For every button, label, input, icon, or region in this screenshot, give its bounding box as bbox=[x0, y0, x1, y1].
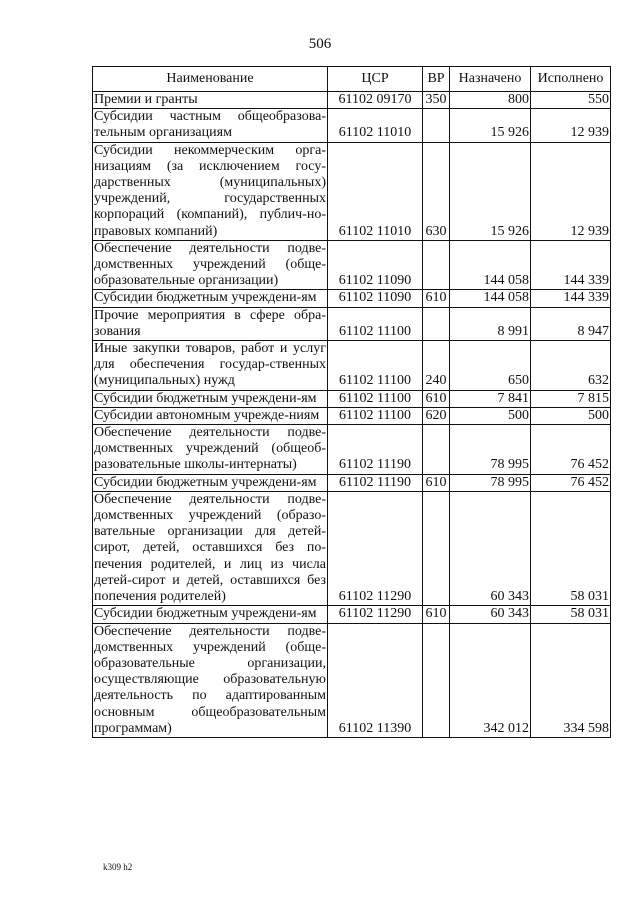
row-planned: 60 343 bbox=[450, 606, 531, 623]
row-csr: 61102 11190 bbox=[328, 425, 423, 475]
footer-code: k309 h2 bbox=[103, 862, 133, 872]
row-executed: 12 939 bbox=[531, 142, 611, 240]
row-executed: 58 031 bbox=[531, 606, 611, 623]
row-name: Субсидии частным общеобразова-тельным организациям bbox=[94, 109, 326, 141]
row-name: Прочие мероприятия в сфере обра-зования bbox=[94, 307, 326, 339]
row-csr: 61102 11100 bbox=[328, 390, 423, 407]
row-planned: 8 991 bbox=[450, 307, 531, 340]
row-vr: 240 bbox=[423, 341, 450, 391]
row-planned: 342 012 bbox=[450, 623, 531, 737]
row-planned: 7 841 bbox=[450, 390, 531, 407]
row-csr: 61102 11390 bbox=[328, 623, 423, 737]
row-vr bbox=[423, 109, 450, 142]
row-vr: 610 bbox=[423, 390, 450, 407]
row-name: Обеспечение деятельности подве-домственных учреждений (образо-вательные организации для детей-сирот, детей, оставшихся без по-печения родителей, и лиц из числа детей-сирот и детей, оставшихся без попечения родителей) bbox=[94, 491, 326, 605]
budget-table bbox=[92, 66, 611, 738]
row-name: Субсидии некоммерческим орга-низациям (за исключением госу-дарственных (муниципальных) учреждений, государственных корпораций (компаний), публич-но-правовых компаний) bbox=[94, 142, 326, 239]
row-name: Иные закупки товаров, работ и услуг для обеспечения государ-ственных (муниципальных) нужд bbox=[94, 341, 326, 389]
row-executed: 334 598 bbox=[531, 623, 611, 737]
row-planned: 60 343 bbox=[450, 491, 531, 605]
row-vr bbox=[423, 623, 450, 737]
table-row bbox=[93, 623, 611, 737]
row-vr: 610 bbox=[423, 290, 450, 307]
row-csr: 61102 11100 bbox=[328, 307, 423, 340]
header-name: Наименование bbox=[93, 67, 328, 92]
row-csr: 61102 11100 bbox=[328, 407, 423, 424]
row-vr bbox=[423, 307, 450, 340]
row-csr: 61102 11090 bbox=[328, 240, 423, 290]
row-planned: 78 995 bbox=[450, 425, 531, 475]
row-name: Обеспечение деятельности подве-домственных учреждений (обще-образовательные организации) bbox=[94, 240, 326, 289]
table-row bbox=[93, 341, 611, 391]
row-name: Обеспечение деятельности подве-домственных учреждений (общеоб-разовательные школы-интернаты) bbox=[94, 425, 326, 473]
row-planned: 15 926 bbox=[450, 109, 531, 142]
row-name: Субсидии бюджетным учреждени-ям bbox=[93, 390, 328, 407]
row-executed: 76 452 bbox=[531, 474, 611, 491]
row-executed: 58 031 bbox=[531, 491, 611, 605]
table-row bbox=[93, 390, 611, 407]
row-vr bbox=[423, 425, 450, 475]
row-vr: 610 bbox=[423, 474, 450, 491]
row-executed: 12 939 bbox=[531, 109, 611, 142]
row-csr: 61102 09170 bbox=[328, 92, 423, 109]
table-row bbox=[93, 109, 611, 142]
row-vr bbox=[423, 240, 450, 290]
row-vr: 620 bbox=[423, 407, 450, 424]
row-vr bbox=[423, 491, 450, 605]
row-csr: 61102 11290 bbox=[328, 491, 423, 605]
table-row bbox=[93, 142, 611, 240]
row-planned: 144 058 bbox=[450, 240, 531, 290]
row-planned: 800 bbox=[450, 92, 531, 109]
table-row bbox=[93, 606, 611, 623]
row-executed: 8 947 bbox=[531, 307, 611, 340]
row-name: Субсидии бюджетным учреждени-ям bbox=[93, 290, 328, 307]
page-number: 506 bbox=[308, 36, 332, 52]
row-csr: 61102 11010 bbox=[328, 142, 423, 240]
header-csr: ЦСР bbox=[328, 67, 423, 92]
header-executed: Исполнено bbox=[531, 67, 611, 92]
row-name: Субсидии бюджетным учреждени-ям bbox=[93, 474, 328, 491]
row-csr: 61102 11090 bbox=[328, 290, 423, 307]
table-row bbox=[93, 240, 611, 290]
row-executed: 144 339 bbox=[531, 290, 611, 307]
table-row bbox=[93, 407, 611, 424]
row-csr: 61102 11290 bbox=[328, 606, 423, 623]
table-row bbox=[93, 425, 611, 475]
table-row bbox=[93, 307, 611, 340]
row-vr: 610 bbox=[423, 606, 450, 623]
row-executed: 550 bbox=[531, 92, 611, 109]
table-row bbox=[93, 491, 611, 605]
row-csr: 61102 11190 bbox=[328, 474, 423, 491]
row-planned: 15 926 bbox=[450, 142, 531, 240]
row-executed: 76 452 bbox=[531, 425, 611, 475]
row-planned: 650 bbox=[450, 341, 531, 391]
row-vr: 630 bbox=[423, 142, 450, 240]
row-name: Премии и гранты bbox=[93, 92, 328, 109]
row-planned: 500 bbox=[450, 407, 531, 424]
row-planned: 78 995 bbox=[450, 474, 531, 491]
row-executed: 144 339 bbox=[531, 240, 611, 290]
row-vr: 350 bbox=[423, 92, 450, 109]
row-planned: 144 058 bbox=[450, 290, 531, 307]
row-executed: 500 bbox=[531, 407, 611, 424]
row-name: Субсидии автономным учрежде-ниям bbox=[93, 407, 328, 424]
table-header-row bbox=[93, 67, 611, 92]
row-csr: 61102 11010 bbox=[328, 109, 423, 142]
table-row bbox=[93, 290, 611, 307]
table-row bbox=[93, 92, 611, 109]
row-csr: 61102 11100 bbox=[328, 341, 423, 391]
row-executed: 632 bbox=[531, 341, 611, 391]
header-planned: Назначено bbox=[450, 67, 531, 92]
header-vr: ВР bbox=[423, 67, 450, 92]
row-executed: 7 815 bbox=[531, 390, 611, 407]
table-row bbox=[93, 474, 611, 491]
row-name: Обеспечение деятельности подве-домственных учреждений (обще-образовательные организации, осуществляющие образовательную деятельность по адаптированным основным общеобразовательным программам) bbox=[94, 623, 326, 736]
row-name: Субсидии бюджетным учреждени-ям bbox=[93, 606, 328, 623]
